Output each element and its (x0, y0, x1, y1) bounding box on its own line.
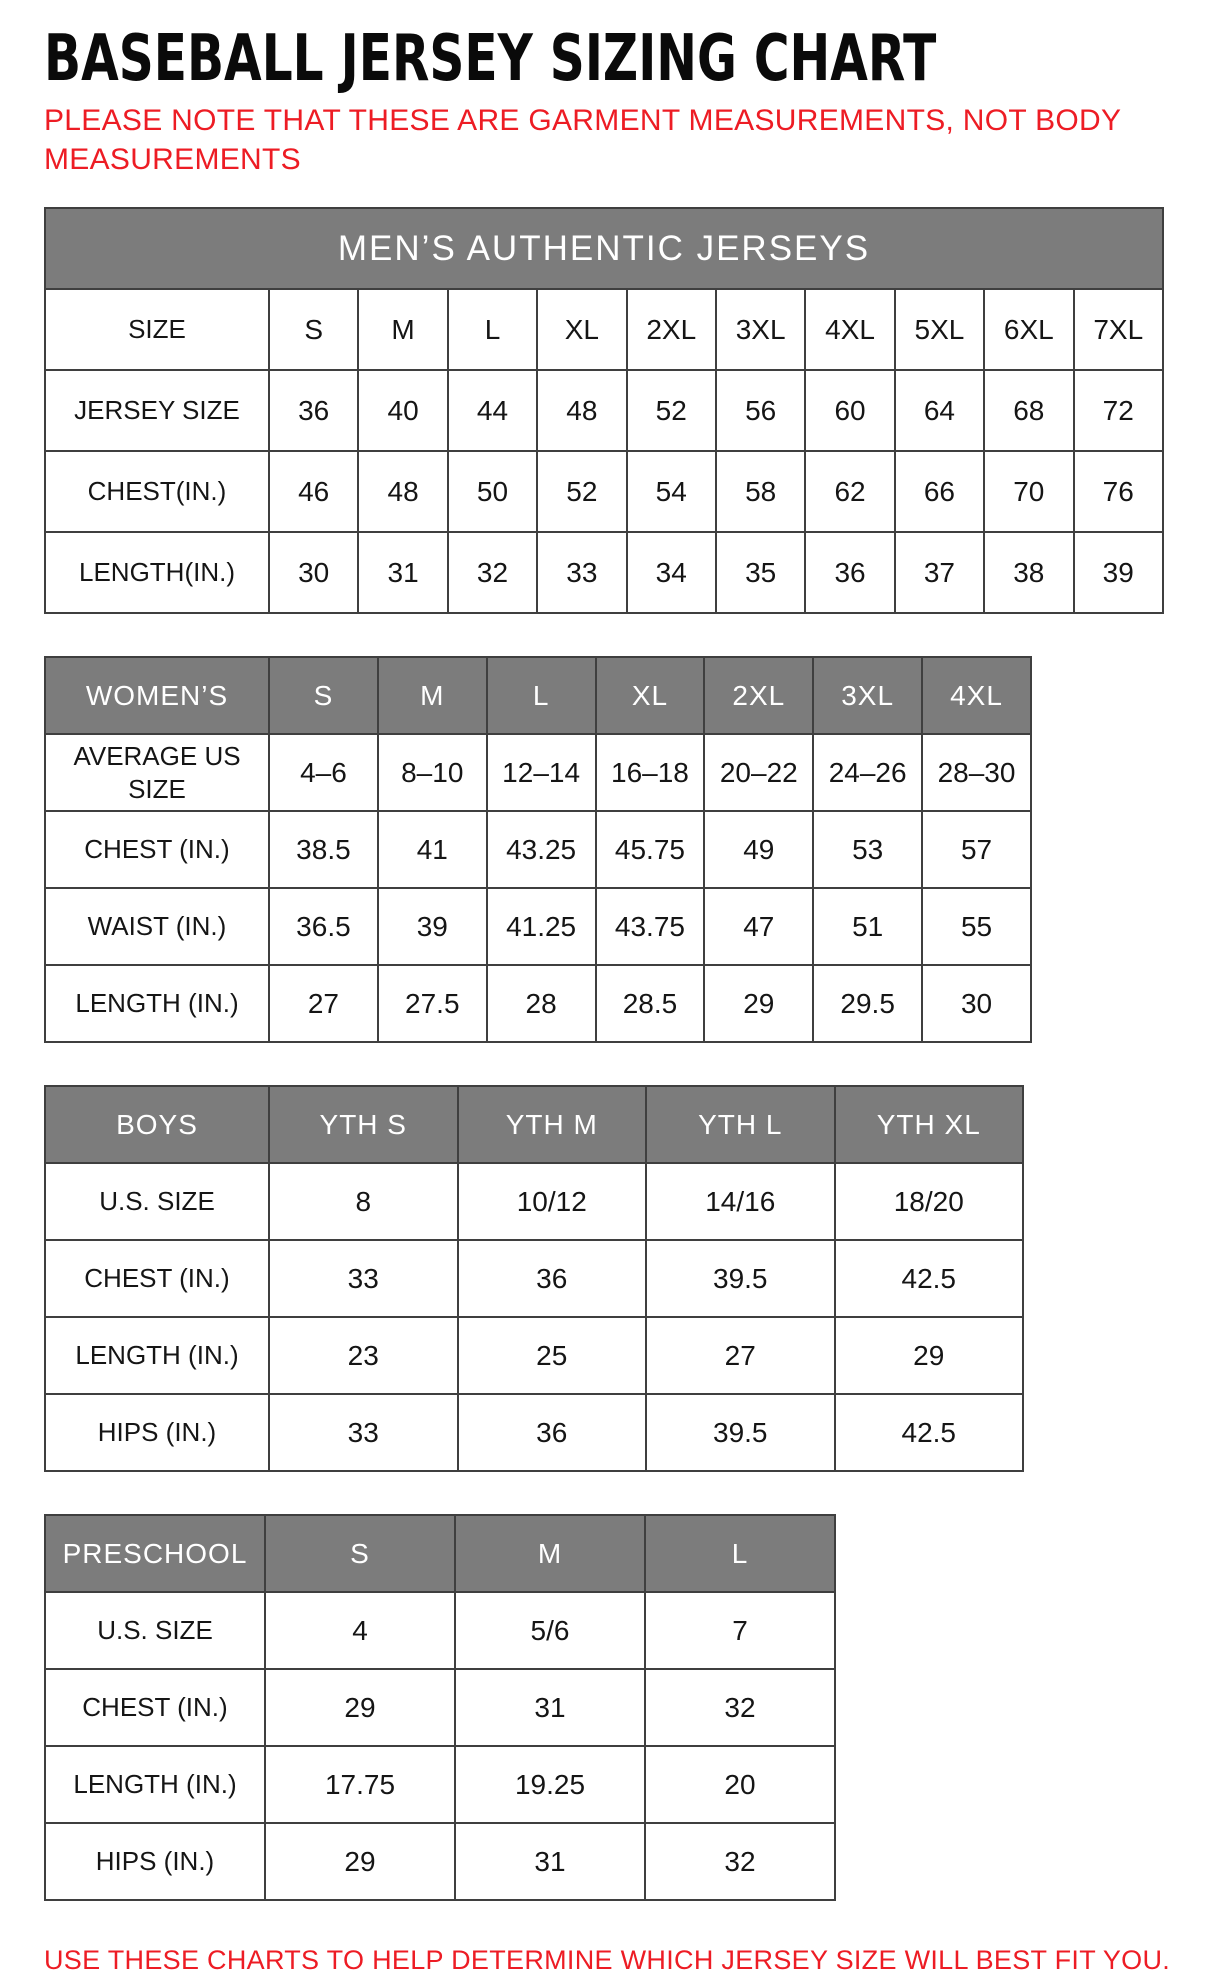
value-cell: 12–14 (487, 734, 596, 811)
size-column-header-cell: 2XL (704, 657, 813, 734)
value-cell: S (269, 289, 358, 370)
header-label-cell: WOMEN’S (45, 657, 269, 734)
size-column-header-cell: YTH M (458, 1086, 647, 1163)
value-cell: 44 (448, 370, 537, 451)
value-cell: 32 (645, 1823, 835, 1900)
table-row (45, 1746, 835, 1823)
row-label-cell: LENGTH (IN.) (45, 1317, 269, 1394)
value-cell: 32 (448, 532, 537, 613)
value-cell: 39.5 (646, 1240, 835, 1317)
value-cell: 47 (704, 888, 813, 965)
value-cell: 6XL (984, 289, 1073, 370)
value-cell: 55 (922, 888, 1031, 965)
table-title: MEN’S AUTHENTIC JERSEYS (45, 208, 1163, 289)
row-label-cell: HIPS (IN.) (45, 1394, 269, 1471)
size-column-header-cell: S (265, 1515, 455, 1592)
page-title: BASEBALL JERSEY SIZING CHART (44, 22, 937, 96)
value-cell: 28 (487, 965, 596, 1042)
value-cell: 10/12 (458, 1163, 647, 1240)
value-cell: 53 (813, 811, 922, 888)
value-cell: 48 (537, 370, 626, 451)
value-cell: 41.25 (487, 888, 596, 965)
value-cell: 30 (269, 532, 358, 613)
value-cell: 45.75 (596, 811, 705, 888)
row-label-cell: LENGTH (IN.) (45, 1746, 265, 1823)
value-cell: 14/16 (646, 1163, 835, 1240)
value-cell: 52 (627, 370, 716, 451)
value-cell: 35 (716, 532, 805, 613)
table-row (45, 965, 1031, 1042)
value-cell: 27 (646, 1317, 835, 1394)
table-title-row (45, 208, 1163, 289)
row-label-cell: CHEST (IN.) (45, 1669, 265, 1746)
value-cell: 41 (378, 811, 487, 888)
fit-guidance-note: USE THESE CHARTS TO HELP DETERMINE WHICH JERSEY SIZE WILL BEST FIT YOU. (44, 1945, 1171, 1976)
table-row (45, 370, 1163, 451)
value-cell: 8 (269, 1163, 458, 1240)
value-cell: 66 (895, 451, 984, 532)
row-label-cell: LENGTH(IN.) (45, 532, 269, 613)
value-cell: 4–6 (269, 734, 378, 811)
value-cell: 43.25 (487, 811, 596, 888)
header-label-cell: PRESCHOOL (45, 1515, 265, 1592)
value-cell: 31 (455, 1669, 645, 1746)
table-row (45, 532, 1163, 613)
womens-sizing-table (44, 656, 1032, 1043)
table-header-row (45, 1515, 835, 1592)
value-cell: 7 (645, 1592, 835, 1669)
table-row (45, 1823, 835, 1900)
value-cell: 70 (984, 451, 1073, 532)
size-column-header-cell: YTH L (646, 1086, 835, 1163)
value-cell: 46 (269, 451, 358, 532)
preschool-sizing-table (44, 1514, 836, 1901)
table-row (45, 1669, 835, 1746)
value-cell: 62 (805, 451, 894, 532)
value-cell: 34 (627, 532, 716, 613)
value-cell: 39.5 (646, 1394, 835, 1471)
value-cell: 29 (265, 1823, 455, 1900)
value-cell: 52 (537, 451, 626, 532)
value-cell: 36 (269, 370, 358, 451)
value-cell: L (448, 289, 537, 370)
size-column-header-cell: YTH XL (835, 1086, 1024, 1163)
value-cell: 36 (458, 1240, 647, 1317)
table-row (45, 1240, 1023, 1317)
value-cell: 3XL (716, 289, 805, 370)
value-cell: 30 (922, 965, 1031, 1042)
table-header-row (45, 657, 1031, 734)
row-label-cell: HIPS (IN.) (45, 1823, 265, 1900)
table-row (45, 1163, 1023, 1240)
value-cell: 7XL (1074, 289, 1163, 370)
size-column-header-cell: S (269, 657, 378, 734)
value-cell: 36.5 (269, 888, 378, 965)
value-cell: 23 (269, 1317, 458, 1394)
table-row (45, 888, 1031, 965)
value-cell: 27.5 (378, 965, 487, 1042)
size-column-header-cell: L (645, 1515, 835, 1592)
value-cell: 57 (922, 811, 1031, 888)
value-cell: 29 (835, 1317, 1024, 1394)
size-column-header-cell: 3XL (813, 657, 922, 734)
value-cell: 32 (645, 1669, 835, 1746)
size-column-header-cell: YTH S (269, 1086, 458, 1163)
value-cell: 36 (458, 1394, 647, 1471)
value-cell: 28.5 (596, 965, 705, 1042)
value-cell: XL (537, 289, 626, 370)
value-cell: 27 (269, 965, 378, 1042)
value-cell: 54 (627, 451, 716, 532)
value-cell: 5/6 (455, 1592, 645, 1669)
value-cell: 49 (704, 811, 813, 888)
table-row (45, 1592, 835, 1669)
value-cell: 33 (269, 1394, 458, 1471)
table-header-row (45, 1086, 1023, 1163)
value-cell: 16–18 (596, 734, 705, 811)
value-cell: 8–10 (378, 734, 487, 811)
mens-authentic-jerseys-table (44, 207, 1164, 614)
value-cell: 24–26 (813, 734, 922, 811)
value-cell: 42.5 (835, 1240, 1024, 1317)
value-cell: 29 (265, 1669, 455, 1746)
value-cell: 2XL (627, 289, 716, 370)
value-cell: 72 (1074, 370, 1163, 451)
table-row (45, 289, 1163, 370)
value-cell: 40 (358, 370, 447, 451)
garment-measurements-note: PLEASE NOTE THAT THESE ARE GARMENT MEASUREMENTS, NOT BODY MEASUREMENTS (44, 104, 1121, 176)
value-cell: 48 (358, 451, 447, 532)
value-cell: 33 (269, 1240, 458, 1317)
value-cell: 58 (716, 451, 805, 532)
row-label-cell: JERSEY SIZE (45, 370, 269, 451)
table-row (45, 1394, 1023, 1471)
row-label-cell: CHEST (IN.) (45, 1240, 269, 1317)
value-cell: 36 (805, 532, 894, 613)
value-cell: 29 (704, 965, 813, 1042)
table-row (45, 1317, 1023, 1394)
value-cell: 20–22 (704, 734, 813, 811)
value-cell: 38.5 (269, 811, 378, 888)
value-cell: 68 (984, 370, 1073, 451)
value-cell: 18/20 (835, 1163, 1024, 1240)
value-cell: 51 (813, 888, 922, 965)
value-cell: M (358, 289, 447, 370)
table-row (45, 811, 1031, 888)
value-cell: 42.5 (835, 1394, 1024, 1471)
value-cell: 4XL (805, 289, 894, 370)
value-cell: 56 (716, 370, 805, 451)
size-column-header-cell: M (455, 1515, 645, 1592)
value-cell: 39 (378, 888, 487, 965)
table-row (45, 734, 1031, 811)
row-label-cell: U.S. SIZE (45, 1592, 265, 1669)
value-cell: 20 (645, 1746, 835, 1823)
row-label-cell: LENGTH (IN.) (45, 965, 269, 1042)
header-label-cell: BOYS (45, 1086, 269, 1163)
value-cell: 29.5 (813, 965, 922, 1042)
size-column-header-cell: XL (596, 657, 705, 734)
value-cell: 38 (984, 532, 1073, 613)
value-cell: 50 (448, 451, 537, 532)
row-label-cell: CHEST(IN.) (45, 451, 269, 532)
value-cell: 60 (805, 370, 894, 451)
value-cell: 33 (537, 532, 626, 613)
row-label-cell: CHEST (IN.) (45, 811, 269, 888)
sizing-chart-page (44, 24, 1190, 1978)
value-cell: 25 (458, 1317, 647, 1394)
row-label-cell: WAIST (IN.) (45, 888, 269, 965)
value-cell: 64 (895, 370, 984, 451)
value-cell: 5XL (895, 289, 984, 370)
value-cell: 43.75 (596, 888, 705, 965)
size-column-header-cell: M (378, 657, 487, 734)
boys-sizing-table (44, 1085, 1024, 1472)
value-cell: 31 (358, 532, 447, 613)
value-cell: 76 (1074, 451, 1163, 532)
value-cell: 4 (265, 1592, 455, 1669)
size-column-header-cell: 4XL (922, 657, 1031, 734)
value-cell: 28–30 (922, 734, 1031, 811)
value-cell: 17.75 (265, 1746, 455, 1823)
row-label-cell: AVERAGE US SIZE (45, 734, 269, 811)
value-cell: 37 (895, 532, 984, 613)
value-cell: 19.25 (455, 1746, 645, 1823)
value-cell: 39 (1074, 532, 1163, 613)
value-cell: 31 (455, 1823, 645, 1900)
table-row (45, 451, 1163, 532)
row-label-cell: SIZE (45, 289, 269, 370)
size-column-header-cell: L (487, 657, 596, 734)
row-label-cell: U.S. SIZE (45, 1163, 269, 1240)
